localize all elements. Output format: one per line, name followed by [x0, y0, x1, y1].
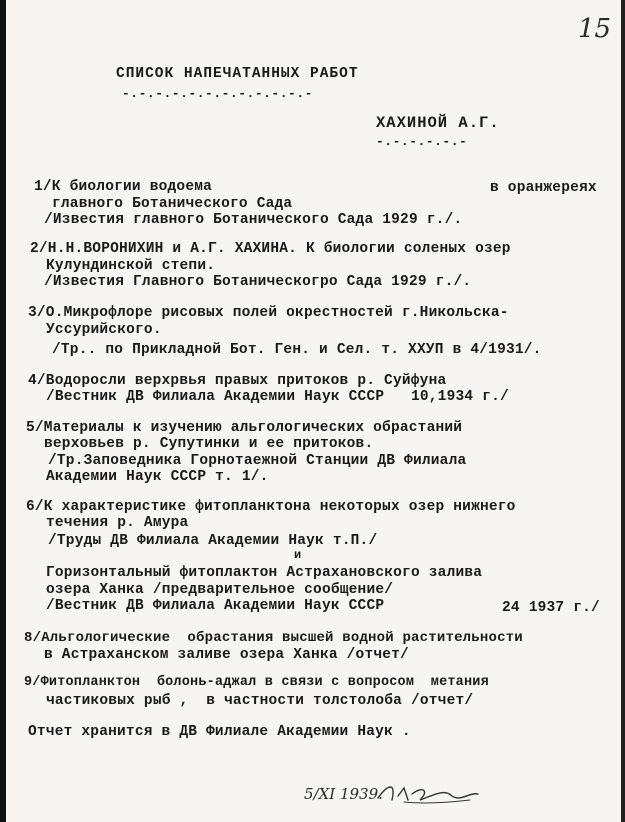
- item-1-line-2: главного Ботанического Сада: [52, 196, 293, 212]
- item-6-line-7: /Вестник ДВ Филиала Академии Наук СССР: [46, 598, 385, 614]
- author-underline: -.-.-.-.-.-: [376, 134, 468, 149]
- item-6-line-6: озера Ханка /предварительное сообщение/: [46, 582, 394, 598]
- page-title: СПИСОК НАПЕЧАТАННЫХ РАБОТ: [116, 66, 359, 82]
- author-name: ХАХИНОЙ А.Г.: [376, 114, 500, 132]
- item-6-line-1: 6/К характеристике фитопланктона некоторых озер нижнего: [26, 499, 516, 515]
- item-5-line-3: /Тр.Заповедника Горнотаежной Станции ДВ Филиала: [48, 453, 467, 469]
- title-underline: -.-.-.-.-.-.-.-.-.-.-.-: [122, 86, 313, 101]
- item-5-line-1: 5/Материалы к изучению альгологических обрастаний: [26, 420, 463, 436]
- item-2-line-1: 2/Н.Н.ВОРОНИХИН и А.Г. ХАХИНА. К биологии соленых озер: [30, 241, 511, 257]
- item-1-line-3: /Известия главного Ботанического Сада 1929 г./.: [44, 212, 463, 228]
- item-1-line-1: 1/К биологии водоема: [34, 179, 213, 195]
- footer-note: Отчет хранится в ДВ Филиале Академии Наук .: [28, 724, 411, 740]
- item-1-line-1b: в оранжереях: [490, 180, 597, 196]
- item-4-line-2: /Вестник ДВ Филиала Академии Наук СССР 10,1934 г./: [46, 389, 509, 405]
- item-8-line-1: 8/Альгологические обрастания высшей водной растительности: [24, 630, 523, 646]
- handwritten-signature: [374, 776, 484, 812]
- item-4-line-1: 4/Водоросли верхрвья правых притоков р. Суйфуна: [28, 373, 447, 389]
- item-6-line-7b: 24 1937 г./: [502, 600, 600, 616]
- item-9-line-2: частиковых рыб , в частности толстолоба /отчет/: [46, 693, 474, 709]
- item-8-line-2: в Астраханском заливе озера Ханка /отчет/: [44, 647, 409, 663]
- item-2-line-2: Кулундинской степи.: [46, 258, 216, 274]
- item-3-line-3: /Тр.. по Прикладной Бот. Ген. и Сел. т. ХХУП в 4/1931/.: [52, 342, 542, 358]
- item-5-line-2: верховьев р. Супутинки и ее притоков.: [44, 436, 374, 452]
- item-5-line-4: Академии Наук СССР т. 1/.: [46, 469, 269, 485]
- handwritten-date: 5/XI 1939.: [304, 785, 383, 803]
- item-6-conjunction: и: [294, 548, 302, 562]
- item-9-line-1: 9/Фитопланктон болонь-аджал в связи с вопросом метания: [24, 675, 489, 690]
- item-2-line-3: /Известия Главного Ботаническогро Сада 1929 г./.: [44, 274, 472, 290]
- page-number: 15: [578, 14, 612, 44]
- item-6-line-2: течения р. Амура: [46, 515, 189, 531]
- item-6-line-3: /Труды ДВ Филиала Академии Наук т.П./: [48, 533, 378, 549]
- item-6-line-5: Горизонтальный фитоплактон Астрахановского залива: [46, 565, 483, 581]
- item-3-line-2: Уссурийского.: [46, 322, 162, 338]
- item-3-line-1: 3/О.Микрофлоре рисовых полей окрестностей г.Никольска-: [28, 305, 509, 321]
